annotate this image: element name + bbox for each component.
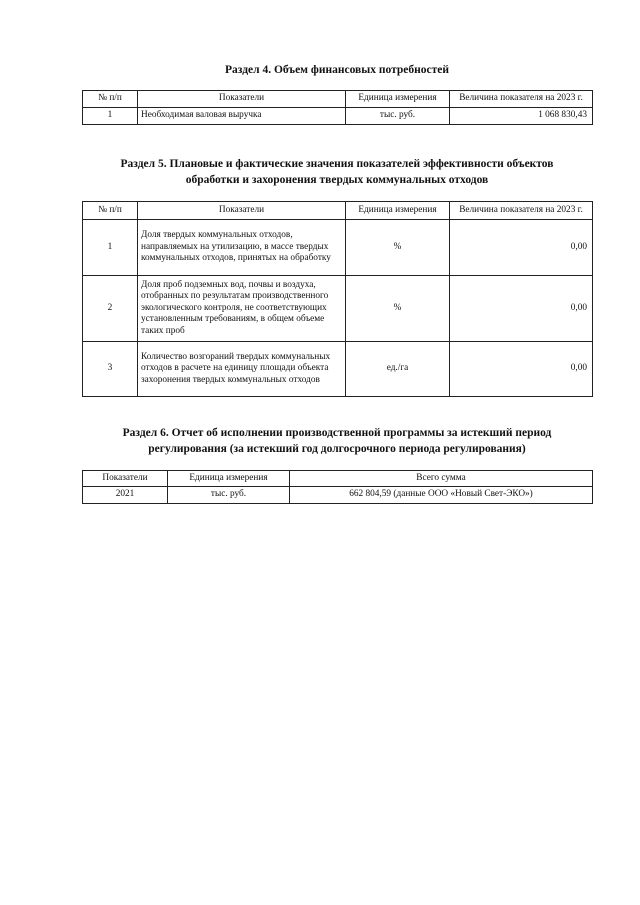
cell-indicator: Доля твердых коммунальных отходов, направляемых на утилизацию, в массе твердых коммунальных отходов, принятых на обработку	[138, 220, 346, 276]
table-row	[83, 220, 593, 276]
header-indicator: Показатели	[83, 471, 168, 487]
cell-unit: ед./га	[346, 342, 450, 397]
table-row	[83, 487, 593, 504]
section5-table	[82, 201, 593, 397]
table-row	[83, 342, 593, 397]
cell-unit: тыс. руб.	[168, 487, 290, 504]
header-indicator: Показатели	[138, 91, 346, 108]
header-unit: Единица измерения	[346, 202, 450, 220]
section4-table	[82, 90, 593, 125]
section6-title	[82, 425, 592, 457]
header-unit: Единица измерения	[168, 471, 290, 487]
cell-indicator: Доля проб подземных вод, почвы и воздуха, отобранных по результатам производственного экологического контроля, не соответствующих установленным требованиям, в общем объеме таких проб	[138, 276, 346, 342]
cell-num: 1	[83, 108, 138, 125]
section6-title-line2: регулирования (за истекший год долгосрочного периода регулирования)	[148, 443, 526, 455]
section6-table	[82, 470, 593, 504]
cell-unit: тыс. руб.	[346, 108, 450, 125]
cell-unit: %	[346, 276, 450, 342]
table-row	[83, 108, 593, 125]
header-indicator: Показатели	[138, 202, 346, 220]
cell-value: 1 068 830,43	[450, 108, 593, 125]
cell-total: 662 804,59 (данные ООО «Новый Свет-ЭКО»)	[290, 487, 593, 504]
table-header-row	[83, 202, 593, 220]
header-num: № п/п	[83, 202, 138, 220]
header-value: Величина показателя на 2023 г.	[450, 202, 593, 220]
section6-title-line1: Раздел 6. Отчет об исполнении производственной программы за истекший период	[122, 427, 552, 439]
section5-title-line1: Раздел 5. Плановые и фактические значения показателей эффективности объектов	[120, 158, 554, 170]
section4-title	[82, 62, 592, 78]
cell-value: 0,00	[450, 342, 593, 397]
header-value: Величина показателя на 2023 г.	[450, 91, 593, 108]
section5-title	[82, 156, 592, 188]
cell-indicator: Количество возгораний твердых коммунальных отходов в расчете на единицу площади объекта захоронения твердых коммунальных отходов	[138, 342, 346, 397]
table-header-row	[83, 91, 593, 108]
cell-num: 1	[83, 220, 138, 276]
cell-unit: %	[346, 220, 450, 276]
section5-title-line2: обработки и захоронения твердых коммунальных отходов	[185, 174, 489, 186]
cell-indicator: Необходимая валовая выручка	[138, 108, 346, 125]
cell-value: 0,00	[450, 276, 593, 342]
table-header-row	[83, 471, 593, 487]
header-unit: Единица измерения	[346, 91, 450, 108]
cell-num: 2	[83, 276, 138, 342]
header-num: № п/п	[83, 91, 138, 108]
cell-num: 3	[83, 342, 138, 397]
table-row	[83, 276, 593, 342]
cell-value: 0,00	[450, 220, 593, 276]
section4-title-text: Раздел 4. Объем финансовых потребностей	[225, 64, 449, 76]
cell-indicator: 2021	[83, 487, 168, 504]
header-total: Всего сумма	[290, 471, 593, 487]
